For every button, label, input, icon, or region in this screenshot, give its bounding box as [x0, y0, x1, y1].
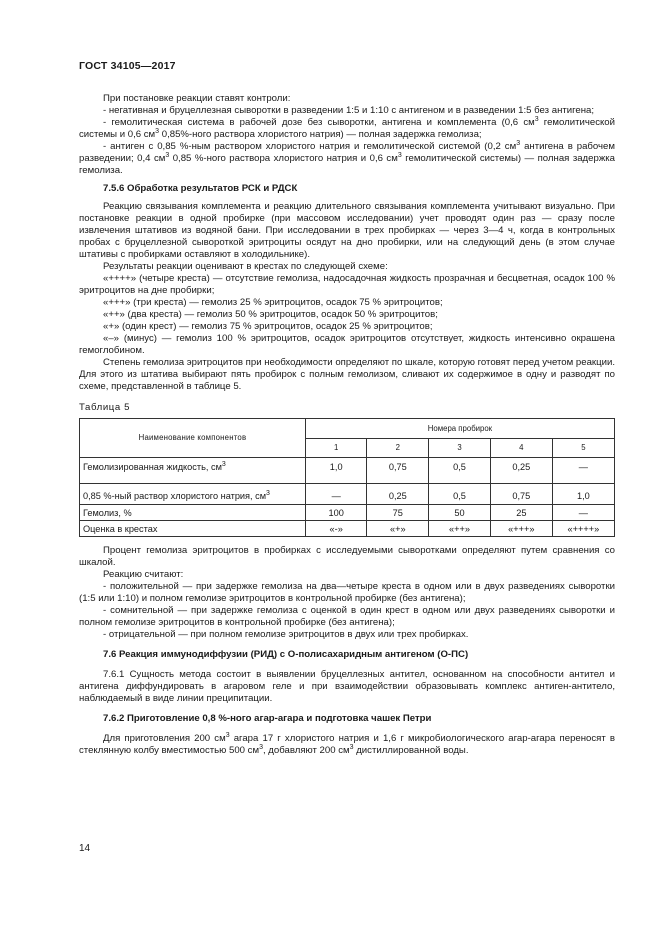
- document-body: [79, 93, 615, 757]
- paragraph-761: 7.6.1 Сущность метода состоит в выявлении бруцеллезных антител, основанном на способности антител и антигена диффундировать в агаровом геле и при взаимодействии образовывать комплекс антиген-антитело, наблюдаемый в виде линии преципитации.: [79, 669, 615, 704]
- section-heading-7-6: 7.6 Реакция иммунодиффузии (РИД) с О-полисахаридным антигеном (О-ПС): [103, 649, 469, 660]
- table-5: [79, 418, 615, 537]
- table-row: [80, 521, 615, 537]
- scheme-item-3: «+++» (три креста) — гемолиз 25 % эритроцитов, осадок 75 % эритроцитов;: [103, 297, 443, 308]
- table-cell: 100: [305, 505, 367, 521]
- row-label: Оценка в крестах: [80, 521, 306, 537]
- table-cell: —: [552, 505, 614, 521]
- paragraph-after-table-1: Процент гемолиза эритроцитов в пробирках с исследуемыми сыворотками определяют путем сравнения со шкалой.: [79, 545, 615, 568]
- table-header-num: 2: [367, 439, 429, 458]
- control-item-1: - негативная и бруцеллезная сыворотки в разведении 1:5 и 1:10 с антигеном и в разведении 1:5 без антигена;: [103, 105, 595, 116]
- paragraph-756-2: Результаты реакции оценивают в крестах по следующей схеме:: [103, 261, 388, 272]
- result-negative: - отрицательной — при полном гемолизе эритроцитов в двух или трех пробирках.: [103, 629, 469, 640]
- table-row: [80, 458, 615, 484]
- row-label: Гемолиз, %: [80, 505, 306, 521]
- result-doubtful: - сомнительной — при задержке гемолиза с оценкой в один крест в одном или двух разведениях сыворотки и полном гемолизе эритроцитов в контрольной пробирке (без антигена);: [79, 605, 615, 628]
- page-number: 14: [79, 843, 91, 854]
- table-header-group: Номера пробирок: [305, 419, 614, 439]
- paragraph-762: Для приготовления 200 $см^3$ агара 17 г хлористого натрия и 1,6 г микробиологического агар-агара переносят в стеклянную колбу вместимостью 500 $см^3$, добавляют 200 $см^3$ дистиллированной воды.: [79, 732, 615, 756]
- scheme-item-1: «+» (один крест) — гемолиз 75 % эритроцитов, осадок 25 % эритроцитов;: [103, 321, 433, 332]
- table-cell: —: [552, 458, 614, 484]
- result-positive: - положительной — при задержке гемолиза на два—четыре креста в одном или в двух разведениях сыворотки (1:5 или 1:10) и полном гемолизе эритроцитов в контрольной пробирке (без антигена);: [79, 581, 615, 604]
- table-cell: 1,0: [552, 484, 614, 505]
- table-cell: «++»: [429, 521, 491, 537]
- table-header-name: Наименование компонентов: [80, 419, 306, 458]
- table-row: [80, 505, 615, 521]
- table-cell: «+++»: [490, 521, 552, 537]
- section-heading-7-5-6: 7.5.6 Обработка результатов РСК и РДСК: [103, 183, 298, 194]
- controls-intro: При постановке реакции ставят контроли:: [103, 93, 291, 104]
- table-cell: 0,25: [367, 484, 429, 505]
- table-header-num: 1: [305, 439, 367, 458]
- table-cell: 0,25: [490, 458, 552, 484]
- table-header-num: 5: [552, 439, 614, 458]
- table-cell: 0,5: [429, 458, 491, 484]
- table-header-num: 4: [490, 439, 552, 458]
- row-label: Гемолизированная жидкость, $см^3$: [80, 458, 306, 484]
- table-cell: «-»: [305, 521, 367, 537]
- scheme-item-2: «++» (два креста) — гемолиз 50 % эритроцитов, осадок 50 % эритроцитов;: [103, 309, 438, 320]
- paragraph-after-table-2: Реакцию считают:: [103, 569, 184, 580]
- paragraph-756-3: Степень гемолиза эритроцитов при необходимости определяют по шкале, которую готовят перед учетом реакции. Для этого из штатива выбирают пять пробирок с полным гемолизом, сливают их содержимое в одну и разводят по схеме, представленной в таблице 5.: [79, 357, 615, 392]
- document-header: ГОСТ 34105—2017: [79, 60, 176, 72]
- table-cell: 1,0: [305, 458, 367, 484]
- scheme-item-minus: «–» (минус) — гемолиз 100 % эритроцитов, осадок эритроцитов отсутствует, жидкость интенсивно окрашена гемоглобином.: [79, 333, 615, 356]
- section-heading-7-6-2: 7.6.2 Приготовление 0,8 %-ного агар-агара и подготовка чашек Петри: [103, 713, 432, 724]
- table-header-num: 3: [429, 439, 491, 458]
- table-cell: 75: [367, 505, 429, 521]
- table-cell: «++++»: [552, 521, 614, 537]
- control-item-2: - гемолитическая система в рабочей дозе без сыворотки, антигена и комплемента (0,6 $см^3$ гемолитической системы и 0,6 $см^3$ 0,85%-ного раствора хлористого натрия) — полная задержка гемолиза;: [79, 116, 615, 140]
- table-cell: 0,5: [429, 484, 491, 505]
- control-item-3: - антиген с 0,85 %-ным раствором хлористого натрия и гемолитической системой (0,2 $см^3$ антигена в рабочем разведении; 0,4 $см^3$ 0,85 %-ного раствора хлористого натрия и 0,6 $см^3$ гемолитической системы) — полная задержка гемолиза.: [79, 140, 615, 176]
- table-cell: 25: [490, 505, 552, 521]
- table-cell: 0,75: [490, 484, 552, 505]
- scheme-item-4: «++++» (четыре креста) — отсутствие гемолиза, надосадочная жидкость прозрачная и бесцветная, осадок 100 % эритроцитов на дне пробирки;: [79, 273, 615, 296]
- table-cell: 0,75: [367, 458, 429, 484]
- paragraph-756-1: Реакцию связывания комплемента и реакцию длительного связывания комплемента учитывают визуально. При постановке реакции в одной пробирке (при массовом исследовании) учет проводят один раз — сразу после извлечения штативов из водяной бани. При исследовании в трех пробирках — через 3—4 ч, когда в контрольных пробах с бруцеллезной сывороткой эритроциты осядут на дно пробирки, или на следующий день (в этом случае штативы с пробирками оставляют в холодильнике).: [79, 201, 615, 260]
- table-cell: «+»: [367, 521, 429, 537]
- table-caption: Таблица 5: [79, 402, 131, 413]
- table-row: [80, 484, 615, 505]
- table-cell: 50: [429, 505, 491, 521]
- table-cell: —: [305, 484, 367, 505]
- row-label: 0,85 %-ный раствор хлористого натрия, $см^3$: [80, 484, 306, 505]
